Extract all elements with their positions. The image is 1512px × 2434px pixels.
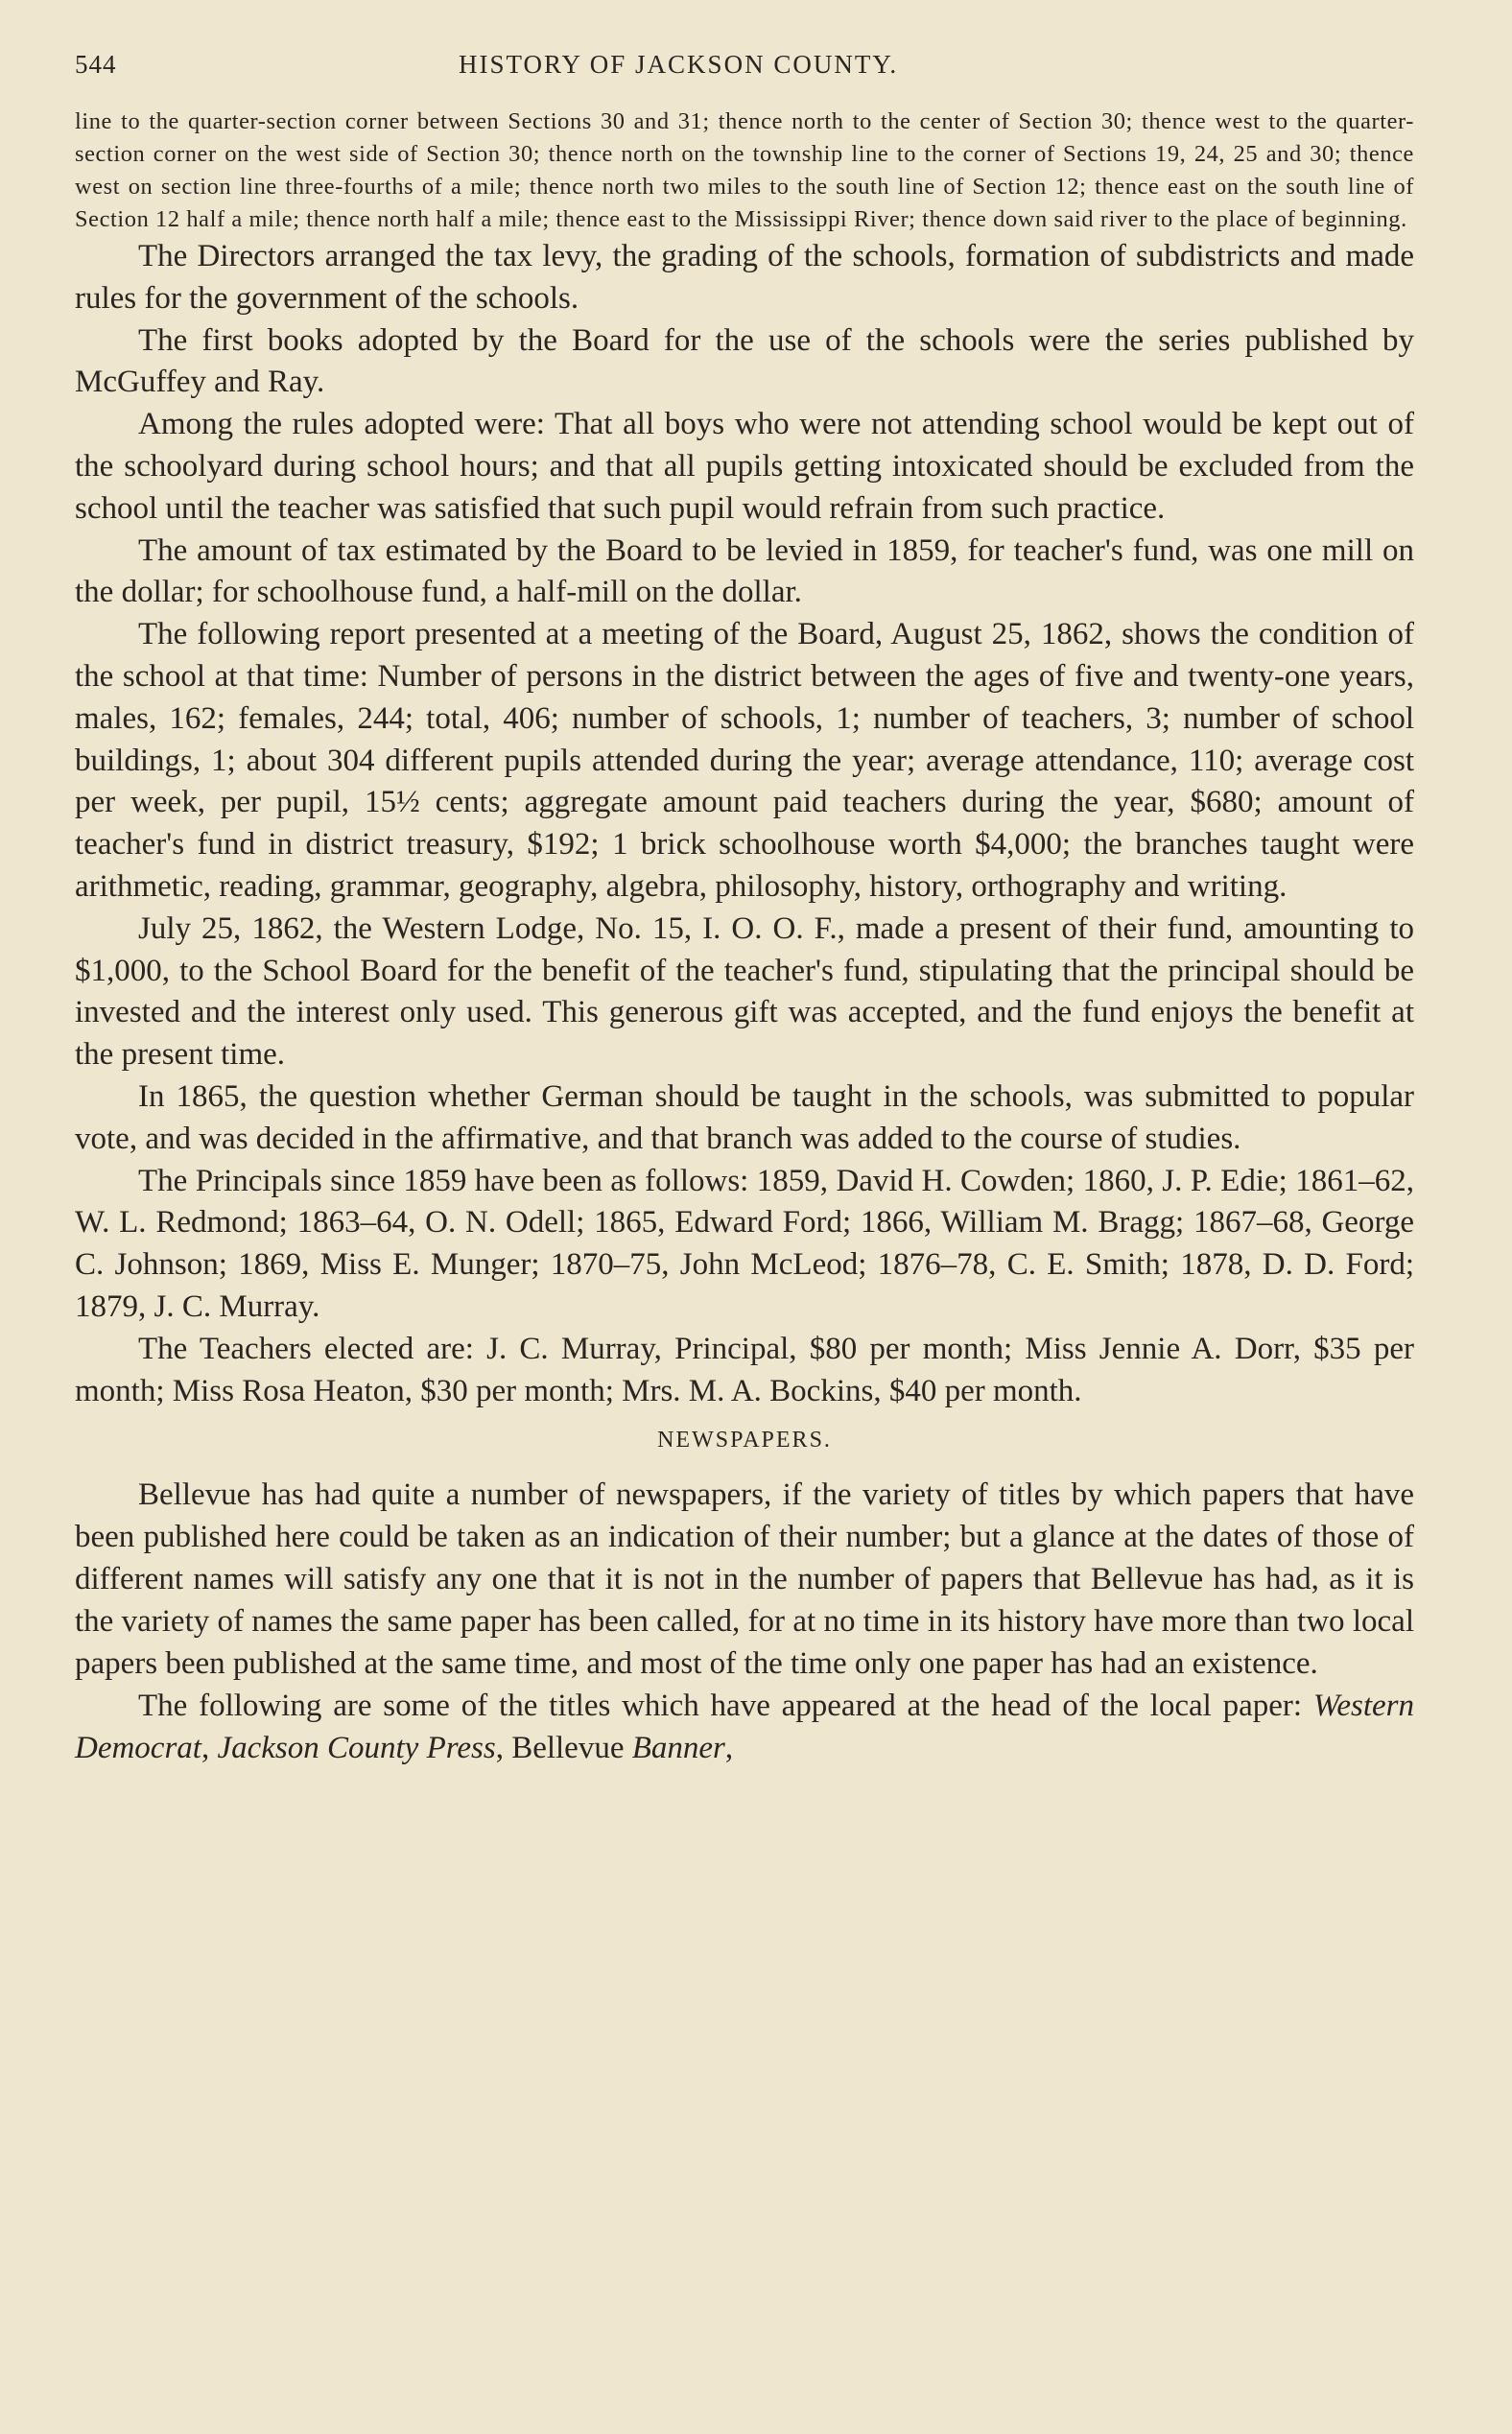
page-number: 544: [75, 50, 117, 79]
paragraph-report: The following report presented at a meeting of the Board, August 25, 1862, shows the condition of the school at that time: Number of persons in the district between the ages of five and twenty-one years, males, 162; females, 244; total, 406; number of schools, 1; number of teachers, 3; number of school buildings, 1; about 304 different pupils attended during the year; average attendance, 110; average cost per week, per pupil, 15½ cents; aggregate amount paid teachers during the year, $680; amount of teacher's fund in district treasury, $192; 1 brick schoolhouse worth $4,000; the branches taught were arithmetic, reading, grammar, geography, algebra, philosophy, history, orthography and writing.: [75, 617, 1414, 904]
paragraph-german: In 1865, the question whether German should be taught in the schools, was submitted to popular vote, and was decided in the affirmative, and that branch was added to the course of studies.: [75, 1078, 1414, 1156]
newspaper-title-banner: Banner: [631, 1731, 725, 1766]
running-title: HISTORY OF JACKSON COUNTY.: [459, 50, 899, 79]
newspapers-text: [75, 1474, 1414, 1769]
paragraph-newspaper-titles: [75, 1685, 1414, 1769]
paragraph-rules: Among the rules adopted were: That all boys who were not attending school would be kept out of the schoolyard during school hours; and that all pupils getting intoxicated should be excluded from the school until the teacher was satisfied that such pupil would refrain from such practice.: [75, 407, 1414, 526]
newspaper-title-western-democrat: Western Democrat: [75, 1689, 1414, 1766]
paragraph-directors: The Directors arranged the tax levy, the grading of the schools, formation of subdistricts and made rules for the government of the schools.: [75, 239, 1414, 316]
newspaper-title-jackson-county-press: Jackson County Press: [217, 1731, 496, 1766]
title-separator: , Bellevue: [495, 1731, 632, 1766]
paragraph-tax: The amount of tax estimated by the Board to be levied in 1859, for teacher's fund, was one mill on the dollar; for schoolhouse fund, a half-mill on the dollar.: [75, 532, 1414, 610]
book-page: [75, 50, 1414, 1769]
paragraph-teachers: The Teachers elected are: J. C. Murray, Principal, $80 per month; Miss Jennie A. Dorr, $35 per month; Miss Rosa Heaton, $30 per month; Mrs. M. A. Bockins, $40 per month.: [75, 1331, 1414, 1408]
titles-lead: The following are some of the titles which have appeared at the head of the local paper:: [138, 1689, 1313, 1724]
paragraph-lodge: July 25, 1862, the Western Lodge, No. 15, I. O. O. F., made a present of their fund, amounting to $1,000, to the School Board for the benefit of the teacher's fund, stipulating that the principal should be invested and the interest only used. This generous gift was accepted, and the fund enjoys the benefit at the present time.: [75, 910, 1414, 1073]
section-heading-newspapers: NEWSPAPERS.: [657, 1428, 832, 1453]
paragraph-principals: The Principals since 1859 have been as follows: 1859, David H. Cowden; 1860, J. P. Edie; 1861–62, W. L. Redmond; 1863–64, O. N. Odell; 1865, Edward Ford; 1866, William M. Bragg; 1867–68, George C. Johnson; 1869, Miss E. Munger; 1870–75, John McLeod; 1876–78, C. E. Smith; 1878, D. D. Ford; 1879, J. C. Murray.: [75, 1163, 1414, 1324]
page-header: [75, 50, 1414, 98]
title-separator: ,: [201, 1731, 218, 1766]
title-tail: ,: [724, 1731, 734, 1766]
paragraph-newspapers-intro: Bellevue has had quite a number of newspapers, if the variety of titles by which papers that have been published here could be taken as an indication of their number; but a glance at the dates of those of different names will satisfy any one that it is not in the number of papers that Bellevue has had, as it is the variety of names the same paper has been called, for at no time in its history have more than two local papers been published at the same time, and most of the time only one paper has had an existence.: [75, 1477, 1414, 1682]
paragraph-books: The first books adopted by the Board for the use of the schools were the series published by McGuffey and Ray.: [75, 322, 1414, 400]
intro-paragraph: line to the quarter-section corner between Sections 30 and 31; thence north to the center of Section 30; thence west to the quarter-section corner on the west side of Section 30; thence north on the township line to the corner of Sections 19, 24, 25 and 30; thence west on section line three-fourths of a mile; thence north two miles to the south line of Section 12; thence east on the south line of Section 12 half a mile; thence north half a mile; thence east to the Mississippi River; thence down said river to the place of beginning.: [75, 108, 1414, 232]
school-history-text: [75, 236, 1414, 1412]
